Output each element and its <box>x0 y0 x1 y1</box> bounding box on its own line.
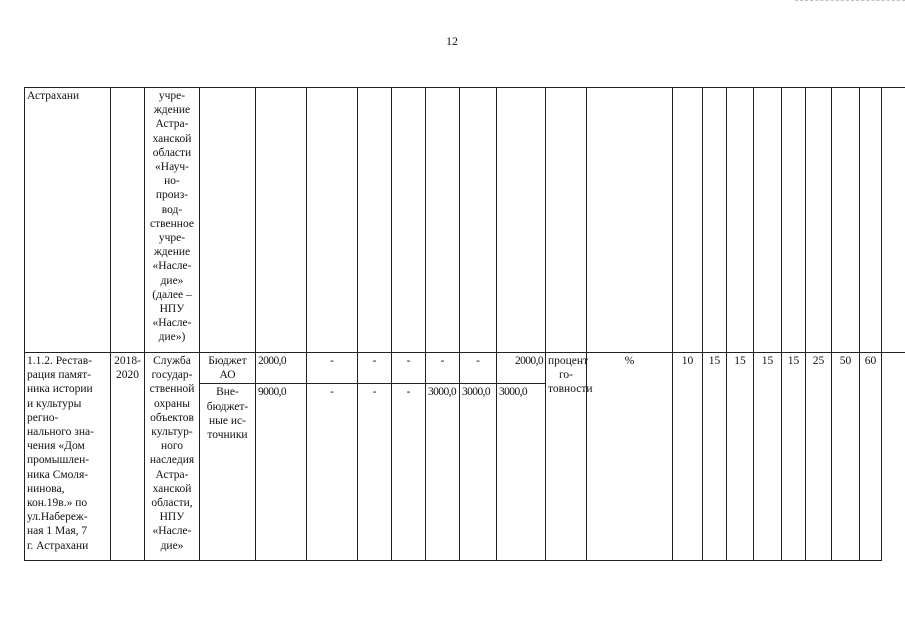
text-line: Астра- <box>155 118 189 131</box>
value-cell <box>754 88 782 353</box>
text-line: ждение <box>153 246 191 259</box>
text-line: учре- <box>158 232 186 245</box>
unit-cell: % <box>587 353 673 561</box>
text-line: АО <box>219 369 236 382</box>
indicator-value-cell: 25 <box>806 353 832 561</box>
indicator-value-cell: 60 <box>860 353 882 561</box>
text-line: чения «Дом <box>27 440 85 453</box>
executor-cell <box>145 353 200 561</box>
value-cell <box>832 88 860 353</box>
text-line: Вне- <box>216 386 239 399</box>
scan-artifact <box>795 0 905 4</box>
text-line: ственной <box>149 383 195 396</box>
text-line: Служба <box>153 355 191 367</box>
text-line: товности <box>548 383 593 396</box>
text-line: НПУ <box>159 511 185 524</box>
text-line: Астра- <box>155 468 189 481</box>
funding-year-cell: 3000,0 <box>460 384 497 561</box>
text-line: 2020 <box>116 369 139 382</box>
indicator-value-cell: 50 <box>832 353 860 561</box>
text-line: бюджет- <box>206 400 249 413</box>
funding-year-cell: - <box>307 353 358 384</box>
text-line: ханской <box>152 482 192 495</box>
table-row-item <box>25 353 905 384</box>
object-cell <box>25 88 111 353</box>
text-line: государ- <box>151 369 193 382</box>
text-line: ждение <box>153 104 191 117</box>
funding-year-cell: - <box>460 353 497 384</box>
indicator-value-cell: 15 <box>754 353 782 561</box>
value-cell <box>727 88 754 353</box>
indicator-value-cell: 15 <box>703 353 727 561</box>
text-line: нального зна- <box>27 426 94 439</box>
text-line: Астрахани <box>27 90 80 102</box>
source-cell <box>200 88 256 353</box>
table-row-continued <box>25 88 905 353</box>
indicator-value-cell: 15 <box>782 353 806 561</box>
text-line: ника истории <box>27 383 93 396</box>
text-line: 1.1.2. Рестав- <box>27 355 93 367</box>
indicator-cell <box>546 353 593 561</box>
funding-source-cell <box>200 353 256 384</box>
text-line: «Насле- <box>152 260 192 273</box>
text-line: культур- <box>151 426 193 439</box>
text-line: регио- <box>27 411 59 424</box>
text-line: ные ис- <box>209 414 246 427</box>
text-line: области <box>152 146 192 159</box>
indicator-value-cell: 10 <box>673 353 703 561</box>
text-line: и культуры <box>27 397 82 410</box>
funding-year-cell: 2000,0 <box>497 353 546 384</box>
funding-total-cell: 2000,0 <box>256 353 307 384</box>
text-line: «Насле- <box>152 525 192 538</box>
text-line: произ- <box>155 189 189 202</box>
value-cell <box>782 88 806 353</box>
year-cell <box>392 88 426 353</box>
total-cell <box>256 88 307 353</box>
text-line: но- <box>164 175 180 188</box>
text-line: «Науч- <box>155 161 189 174</box>
period-cell <box>111 88 145 353</box>
text-line: дие» <box>160 274 184 287</box>
funding-source-cell <box>200 384 256 561</box>
program-table <box>24 87 905 561</box>
text-line: дие» <box>160 539 184 552</box>
text-line: Бюджет <box>208 355 247 367</box>
text-line: наследия <box>149 454 195 467</box>
text-line: рация памят- <box>27 369 92 382</box>
value-cell <box>860 88 882 353</box>
text-line: охраны <box>154 397 190 410</box>
year-cell <box>460 88 497 353</box>
text-line: промышлен- <box>27 454 90 467</box>
text-line: ного <box>160 440 184 453</box>
text-line: нинова, <box>27 482 65 495</box>
text-line: «Насле- <box>152 317 192 330</box>
funding-year-cell: - <box>358 353 392 384</box>
object-cell <box>25 353 111 561</box>
text-line: г. Астрахани <box>27 539 89 552</box>
text-line: 2018- <box>114 355 141 367</box>
funding-total-cell: 9000,0 <box>256 384 307 561</box>
text-line: вод- <box>161 203 183 216</box>
funding-year-cell: 3000,0 <box>426 384 460 561</box>
text-line: ханской <box>152 132 192 145</box>
text-line: дие») <box>158 331 186 344</box>
year-cell <box>358 88 392 353</box>
value-cell <box>703 88 727 353</box>
text-line: точники <box>207 429 248 442</box>
value-cell <box>882 88 905 353</box>
funding-year-cell: - <box>307 384 358 561</box>
funding-year-cell: - <box>358 384 392 561</box>
text-line: объектов <box>150 411 194 424</box>
indicator-cell <box>546 88 587 353</box>
text-line: ная 1 Мая, 7 <box>27 525 88 538</box>
text-line: ника Смоля- <box>27 468 89 481</box>
text-line: ственное <box>150 217 194 230</box>
indicator-value-cell: 15 <box>727 353 754 561</box>
year-cell <box>426 88 460 353</box>
year-cell <box>307 88 358 353</box>
value-cell <box>806 88 832 353</box>
text-line: области, <box>151 497 193 510</box>
period-cell <box>111 353 145 561</box>
page-number: 12 <box>446 34 458 48</box>
text-line: НПУ <box>159 303 185 316</box>
unit-cell <box>587 88 673 353</box>
text-line: процент го- <box>548 355 589 382</box>
executor-cell <box>145 88 200 353</box>
funding-year-cell: - <box>426 353 460 384</box>
text-line: (далее – <box>152 288 192 301</box>
text-line: учре- <box>158 90 186 102</box>
funding-year-cell: - <box>392 353 426 384</box>
funding-year-cell: 3000,0 <box>497 384 546 561</box>
text-line: ул.Набереж- <box>27 511 88 524</box>
funding-year-cell: - <box>392 384 426 561</box>
text-line: кон.19в.» по <box>27 497 88 510</box>
value-cell <box>673 88 703 353</box>
year-cell <box>497 88 546 353</box>
